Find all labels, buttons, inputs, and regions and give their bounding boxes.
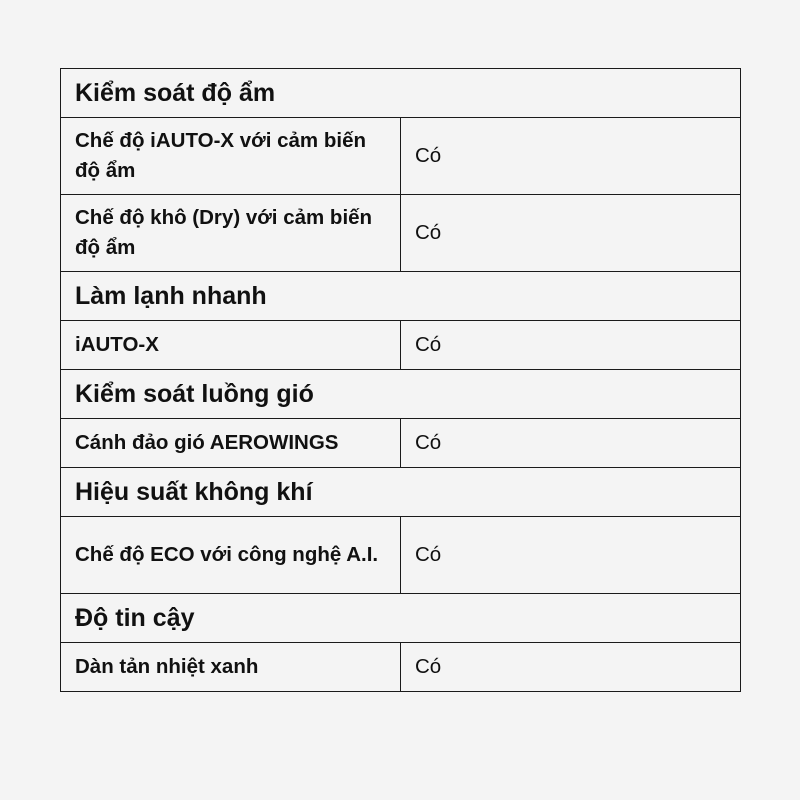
- feature-label: Chế độ iAUTO-X với cảm biến độ ẩm: [61, 118, 401, 195]
- table-row: [61, 118, 741, 195]
- section-header-reliability: [61, 594, 741, 643]
- section-header-humidity: [61, 69, 741, 118]
- table-row: [61, 419, 741, 468]
- feature-label: iAUTO-X: [61, 321, 401, 370]
- feature-value: Có: [401, 195, 741, 272]
- section-header-fast-cooling: [61, 272, 741, 321]
- spec-table: [60, 68, 741, 692]
- section-header-air-efficiency: [61, 468, 741, 517]
- section-header-airflow: [61, 370, 741, 419]
- feature-label: Chế độ khô (Dry) với cảm biến độ ẩm: [61, 195, 401, 272]
- section-title: Độ tin cậy: [61, 594, 741, 643]
- feature-value: Có: [401, 643, 741, 692]
- table-row: [61, 195, 741, 272]
- table-row: [61, 517, 741, 594]
- table-row: [61, 643, 741, 692]
- section-title: Kiểm soát độ ẩm: [61, 69, 741, 118]
- feature-value: Có: [401, 118, 741, 195]
- feature-label: Dàn tản nhiệt xanh: [61, 643, 401, 692]
- section-title: Hiệu suất không khí: [61, 468, 741, 517]
- section-title: Kiểm soát luồng gió: [61, 370, 741, 419]
- section-title: Làm lạnh nhanh: [61, 272, 741, 321]
- table-row: [61, 321, 741, 370]
- feature-value: Có: [401, 321, 741, 370]
- feature-label: Chế độ ECO với công nghệ A.I.: [61, 517, 401, 594]
- feature-label: Cánh đảo gió AEROWINGS: [61, 419, 401, 468]
- feature-value: Có: [401, 419, 741, 468]
- feature-value: Có: [401, 517, 741, 594]
